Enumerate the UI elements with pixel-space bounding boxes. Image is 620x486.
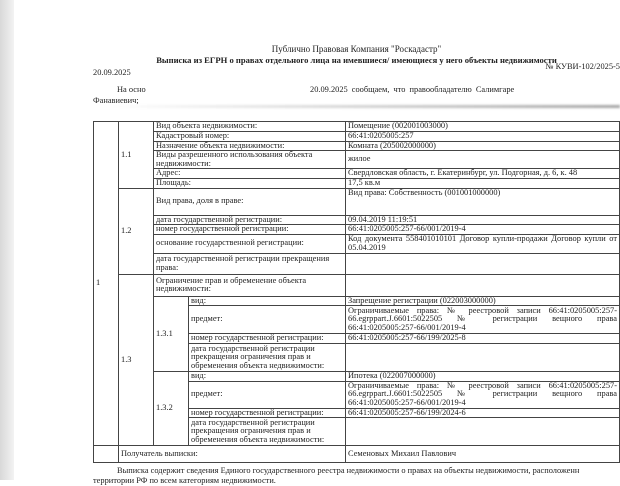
- field-label: Ограничение прав и обременение объекта недвижимости:: [154, 274, 346, 296]
- subsection-number: 1.2: [119, 188, 154, 274]
- field-label: вид:: [189, 296, 346, 306]
- subsection-number: 1.3.1: [154, 296, 189, 372]
- footer-line2: территории РФ по всем категориям недвижимости.: [93, 476, 276, 485]
- field-label: предмет:: [189, 306, 346, 334]
- field-label: Площадь:: [154, 179, 346, 189]
- field-value: 17,5 кв.м: [346, 179, 620, 189]
- field-value: Код документа 558401010101 Договор купли-продажи Договор купли от 05.04.2019: [346, 234, 620, 253]
- field-value: Ограничиваемые права: № реестровой записи 66:41:0205005:257-66.egrppart.J.6601:5022505 № регистрации вещного права 66:41:0205005:257-66/001/2019-4: [346, 381, 620, 408]
- field-label: Виды разрешенного использования объекта недвижимости:: [154, 151, 346, 169]
- field-value: Помещение (002001003000): [346, 122, 620, 132]
- field-label: номер государственной регистрации:: [189, 408, 346, 418]
- field-label: Вид права, доля в праве:: [154, 188, 346, 215]
- field-label: вид:: [189, 372, 346, 382]
- field-label: номер государственной регистрации:: [154, 225, 346, 235]
- footer: [93, 466, 620, 486]
- table-row: [94, 188, 620, 215]
- field-label: предмет:: [189, 381, 346, 408]
- document-date: 20.09.2025: [93, 68, 131, 77]
- property-rights-table: [93, 121, 620, 463]
- field-label: основание государственной регистрации:: [154, 234, 346, 253]
- empty-cell: [94, 446, 119, 463]
- field-value: Ограничиваемые права: № реестровой записи 66:41:0205005:257-66.egrppart.J.6601:5022505 № регистрации вещного права 66:41:0205005:257-66/001/2019-4: [346, 306, 620, 334]
- scan-edge: [0, 0, 14, 480]
- section-number: 1: [94, 122, 119, 446]
- section-number: 1.3: [119, 274, 154, 446]
- intro-text: 20.09.2025 сообщаем, что правообладателю Салимгаре: [310, 85, 515, 94]
- field-value: 66:41:0205005:257-66/001/2019-4: [346, 225, 620, 235]
- intro-line2: Фанавиевич;: [93, 96, 139, 105]
- field-value: Вид права: Собственность (001001000000): [346, 188, 620, 215]
- field-label: Адрес:: [154, 169, 346, 179]
- table-row: [94, 253, 620, 274]
- table-row: [94, 296, 620, 306]
- field-value: 09.04.2019 11:19:51: [346, 215, 620, 225]
- table-row: [94, 169, 620, 179]
- field-label: Кадастровый номер:: [154, 132, 346, 142]
- field-value: [346, 253, 620, 274]
- recipient-label: Получатель выписки:: [119, 446, 346, 463]
- field-value: Комната (205002000000): [346, 141, 620, 151]
- document-title: Выписка из ЕГРН о правах отдельного лица на имевшиеся/ имеющиеся у него объекты недвижимости: [156, 55, 557, 65]
- table-row: [94, 274, 620, 296]
- field-value: [346, 344, 620, 372]
- table-row: [94, 151, 620, 169]
- field-label: дата государственной регистрации:: [154, 215, 346, 225]
- footer-line1: Выписка содержит сведения Единого государственного реестра недвижимости о правах на объекты недвижимости, расположенн: [117, 466, 580, 475]
- table-row: [94, 132, 620, 142]
- table-row: [94, 179, 620, 189]
- field-value: [346, 418, 620, 446]
- field-value: 66:41:0205005:257-66/199/2024-6: [346, 408, 620, 418]
- field-label: дата государственной регистрации прекращения права:: [154, 253, 346, 274]
- field-label: номер государственной регистрации:: [189, 334, 346, 344]
- field-label: Назначение объекта недвижимости:: [154, 141, 346, 151]
- field-value: Свердловская область, г. Екатеринбург, ул. Подгорная, д. 6, к. 48: [346, 169, 620, 179]
- field-value: Запрещение регистрации (022003000000): [346, 296, 620, 306]
- scan-shadow: [110, 105, 620, 108]
- field-label: дата государственной регистрации прекращения ограничения прав и обременения объекта недвижимости:: [189, 344, 346, 372]
- field-label: Вид объекта недвижимости:: [154, 122, 346, 132]
- field-value: [346, 274, 620, 296]
- org-name: Публично Правовая Компания "Роскадастр": [271, 44, 442, 54]
- field-value: 66:41:0205005:257: [346, 132, 620, 142]
- subsection-number: 1.3.2: [154, 372, 189, 446]
- subsection-number: 1.1: [119, 122, 154, 189]
- intro-start: На осно: [117, 85, 146, 94]
- field-value: Ипотека (022007000000): [346, 372, 620, 382]
- table-row: [94, 122, 620, 132]
- field-value: жилое: [346, 151, 620, 169]
- table-row: [94, 234, 620, 253]
- field-label: дата государственной регистрации прекращения ограничения прав и обременения объекта недвижимости:: [189, 418, 346, 446]
- recipient-value: Семеновых Михаил Павлович: [346, 446, 620, 463]
- table-row: [94, 372, 620, 382]
- field-value: 66:41:0205005:257-66/199/2025-8: [346, 334, 620, 344]
- recipient-row: [94, 446, 620, 463]
- table-row: [94, 225, 620, 235]
- document-number: № КУВИ-102/2025-5: [545, 62, 620, 71]
